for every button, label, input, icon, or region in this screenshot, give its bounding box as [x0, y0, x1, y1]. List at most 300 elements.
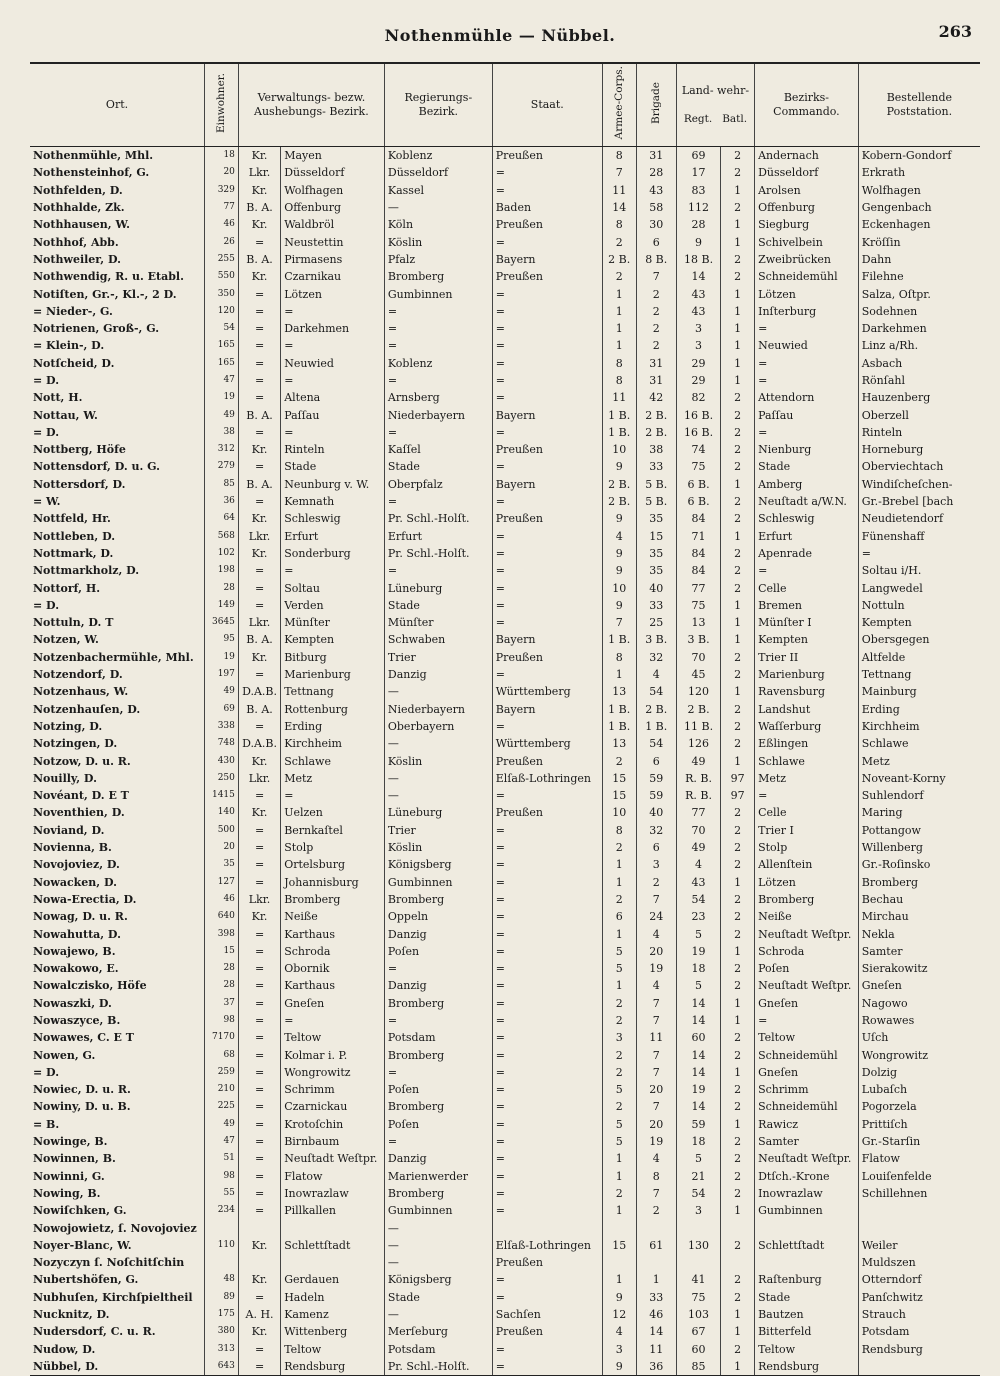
cell-ort: = Klein-, D.: [33, 339, 105, 353]
cell-staat: Württemberg: [492, 735, 602, 752]
cell-regt: 84: [676, 545, 720, 562]
cell-brigade: 30: [636, 216, 676, 233]
cell-brigade: 32: [636, 822, 676, 839]
cell-batl: 2: [721, 718, 755, 735]
cell-armee: 1: [602, 1150, 636, 1167]
cell-kommando: Münſter I: [755, 614, 859, 631]
cell-regierung: —: [384, 1254, 492, 1271]
cell-brigade: 7: [636, 1185, 676, 1202]
cell-regierung: Oppeln: [384, 908, 492, 925]
cell-regt: 43: [676, 285, 720, 302]
table-row: [30, 683, 980, 700]
cell-einwohner: 85: [205, 476, 239, 493]
cell-staat: =: [492, 562, 602, 579]
cell-post: Hauzenberg: [858, 389, 980, 406]
cell-staat: =: [492, 787, 602, 804]
cell-verwaltung-bezirk: Kamenz: [281, 1306, 385, 1323]
cell-verwaltung-bezirk: Neiße: [281, 908, 385, 925]
cell-verwaltung-kind: =: [238, 666, 280, 683]
cell-regt: 14: [676, 268, 720, 285]
cell-batl: 1: [721, 372, 755, 389]
cell-regt: 11 B.: [676, 718, 720, 735]
cell-regierung: Düsseldorf: [384, 164, 492, 181]
cell-regt: 120: [676, 683, 720, 700]
cell-kommando: Apenrade: [755, 545, 859, 562]
cell-armee: 4: [602, 1323, 636, 1340]
cell-regierung: Potsdam: [384, 1029, 492, 1046]
cell-brigade: 7: [636, 1046, 676, 1063]
table-row: [30, 856, 980, 873]
cell-post: Windiſcheſchen-: [858, 476, 980, 493]
table-row: [30, 147, 980, 165]
cell-ort: Notzow, D. u. R.: [33, 754, 131, 768]
header-ort: Ort.: [30, 63, 205, 147]
table-row: [30, 873, 980, 890]
cell-verwaltung-kind: =: [238, 579, 280, 596]
cell-batl: [721, 1254, 755, 1271]
cell-post: Pottangow: [858, 822, 980, 839]
cell-staat: Bayern: [492, 631, 602, 648]
cell-armee: 15: [602, 787, 636, 804]
cell-regierung: Danzig: [384, 977, 492, 994]
cell-ort: Noviand, D.: [33, 823, 105, 837]
gazetteer-table: [30, 62, 980, 1376]
cell-post: =: [858, 545, 980, 562]
table-row: [30, 1012, 980, 1029]
cell-verwaltung-kind: Lkr.: [238, 164, 280, 181]
header-einwohner: Einwohner.: [205, 63, 239, 147]
cell-batl: 2: [721, 1237, 755, 1254]
cell-ort: Notzenhaus, W.: [33, 685, 129, 699]
table-row: [30, 458, 980, 475]
cell-staat: =: [492, 908, 602, 925]
cell-verwaltung-kind: =: [238, 493, 280, 510]
cell-staat: Preußen: [492, 804, 602, 821]
cell-post: Flatow: [858, 1150, 980, 1167]
cell-brigade: 15: [636, 528, 676, 545]
cell-post: Suhlendorf: [858, 787, 980, 804]
cell-einwohner: 380: [205, 1323, 239, 1340]
cell-kommando: Bremen: [755, 597, 859, 614]
cell-verwaltung-kind: Kr.: [238, 510, 280, 527]
cell-ort: Nowaszki, D.: [33, 996, 112, 1010]
header-staat: Staat.: [492, 63, 602, 147]
cell-regt: 2 B.: [676, 701, 720, 718]
cell-regierung: Arnsberg: [384, 389, 492, 406]
cell-verwaltung-kind: =: [238, 337, 280, 354]
cell-armee: 1 B.: [602, 701, 636, 718]
cell-verwaltung-bezirk: Teltow: [281, 1340, 385, 1357]
cell-brigade: 7: [636, 268, 676, 285]
cell-einwohner: 329: [205, 182, 239, 199]
cell-regierung: Pr. Schl.-Holſt.: [384, 1358, 492, 1376]
cell-post: Kröſſin: [858, 233, 980, 250]
cell-kommando: Neuſtadt a/W.N.: [755, 493, 859, 510]
cell-batl: 1: [721, 631, 755, 648]
cell-armee: 2 B.: [602, 476, 636, 493]
cell-ort: Notzingen, D.: [33, 737, 118, 751]
cell-armee: 2 B.: [602, 251, 636, 268]
cell-staat: =: [492, 1202, 602, 1219]
table-row: [30, 891, 980, 908]
table-row: [30, 1150, 980, 1167]
cell-verwaltung-bezirk: Obornik: [281, 960, 385, 977]
cell-ort: Nowinge, B.: [33, 1135, 108, 1149]
cell-einwohner: 68: [205, 1046, 239, 1063]
cell-armee: 2: [602, 1098, 636, 1115]
cell-kommando: Paſſau: [755, 406, 859, 423]
cell-verwaltung-bezirk: =: [281, 424, 385, 441]
cell-verwaltung-bezirk: Uelzen: [281, 804, 385, 821]
cell-einwohner: 47: [205, 372, 239, 389]
cell-armee: 2: [602, 995, 636, 1012]
cell-post: [858, 1219, 980, 1236]
cell-verwaltung-kind: =: [238, 424, 280, 441]
cell-batl: 2: [721, 977, 755, 994]
cell-verwaltung-bezirk: Teltow: [281, 1029, 385, 1046]
cell-regierung: =: [384, 1012, 492, 1029]
cell-armee: 1: [602, 856, 636, 873]
table-row: [30, 960, 980, 977]
cell-staat: =: [492, 614, 602, 631]
cell-staat: =: [492, 337, 602, 354]
table-row: [30, 493, 980, 510]
cell-regt: 54: [676, 891, 720, 908]
cell-staat: =: [492, 1116, 602, 1133]
cell-kommando: Inowrazlaw: [755, 1185, 859, 1202]
cell-regt: 19: [676, 943, 720, 960]
cell-regt: 14: [676, 1046, 720, 1063]
cell-kommando: Gneſen: [755, 1064, 859, 1081]
cell-regierung: Königsberg: [384, 1271, 492, 1288]
cell-einwohner: 77: [205, 199, 239, 216]
cell-staat: =: [492, 1012, 602, 1029]
cell-regt: 70: [676, 822, 720, 839]
cell-batl: 2: [721, 960, 755, 977]
cell-staat: =: [492, 1029, 602, 1046]
cell-regt: 43: [676, 873, 720, 890]
cell-regt: 3: [676, 1202, 720, 1219]
cell-batl: 1: [721, 1116, 755, 1133]
cell-staat: =: [492, 355, 602, 372]
cell-verwaltung-kind: =: [238, 1168, 280, 1185]
cell-verwaltung-bezirk: Wolfhagen: [281, 182, 385, 199]
cell-regierung: Erfurt: [384, 528, 492, 545]
table-row: [30, 977, 980, 994]
cell-ort: Notzenbachermühle, Mhl.: [33, 650, 194, 664]
cell-brigade: 28: [636, 164, 676, 181]
cell-brigade: 1: [636, 1271, 676, 1288]
cell-brigade: 5 B.: [636, 476, 676, 493]
cell-brigade: 19: [636, 960, 676, 977]
table-row: [30, 441, 980, 458]
table-row: [30, 1029, 980, 1046]
cell-staat: =: [492, 1289, 602, 1306]
table-row: [30, 1081, 980, 1098]
cell-post: Maring: [858, 804, 980, 821]
cell-regt: 43: [676, 303, 720, 320]
cell-armee: 6: [602, 908, 636, 925]
cell-verwaltung-kind: Kr.: [238, 182, 280, 199]
cell-batl: 1: [721, 995, 755, 1012]
cell-staat: =: [492, 285, 602, 302]
cell-einwohner: 1415: [205, 787, 239, 804]
cell-brigade: [636, 1254, 676, 1271]
cell-verwaltung-kind: D.A.B.: [238, 735, 280, 752]
cell-verwaltung-kind: =: [238, 856, 280, 873]
cell-ort: Notzen, W.: [33, 633, 99, 647]
cell-brigade: 6: [636, 752, 676, 769]
table-row: [30, 735, 980, 752]
cell-post: Willenberg: [858, 839, 980, 856]
cell-ort: Novojoviez, D.: [33, 858, 120, 872]
cell-regierung: Stade: [384, 597, 492, 614]
cell-verwaltung-kind: Kr.: [238, 216, 280, 233]
cell-kommando: =: [755, 1012, 859, 1029]
cell-verwaltung-kind: Kr.: [238, 649, 280, 666]
cell-kommando: Lötzen: [755, 285, 859, 302]
cell-armee: 11: [602, 389, 636, 406]
cell-verwaltung-kind: =: [238, 977, 280, 994]
cell-armee: 10: [602, 441, 636, 458]
cell-staat: =: [492, 666, 602, 683]
cell-kommando: Waſſerburg: [755, 718, 859, 735]
cell-brigade: 6: [636, 233, 676, 250]
cell-ort: = W.: [33, 495, 61, 509]
cell-staat: =: [492, 822, 602, 839]
cell-staat: =: [492, 320, 602, 337]
cell-staat: =: [492, 839, 602, 856]
cell-batl: 1: [721, 1306, 755, 1323]
cell-post: Oberzell: [858, 406, 980, 423]
cell-verwaltung-bezirk: Karthaus: [281, 977, 385, 994]
cell-einwohner: 3645: [205, 614, 239, 631]
cell-post: Sierakowitz: [858, 960, 980, 977]
cell-verwaltung-kind: =: [238, 925, 280, 942]
table-row: [30, 804, 980, 821]
cell-staat: =: [492, 1185, 602, 1202]
cell-einwohner: 338: [205, 718, 239, 735]
cell-post: Schillehnen: [858, 1185, 980, 1202]
header-regt: Regt.: [683, 113, 713, 125]
cell-brigade: 3: [636, 856, 676, 873]
cell-post: Horneburg: [858, 441, 980, 458]
cell-armee: 2: [602, 1185, 636, 1202]
cell-armee: 5: [602, 1116, 636, 1133]
cell-post: Kirchheim: [858, 718, 980, 735]
cell-einwohner: 69: [205, 701, 239, 718]
cell-regt: 75: [676, 458, 720, 475]
cell-verwaltung-kind: A. H.: [238, 1306, 280, 1323]
cell-einwohner: 312: [205, 441, 239, 458]
cell-verwaltung-bezirk: Lötzen: [281, 285, 385, 302]
cell-regierung: Trier: [384, 822, 492, 839]
cell-ort: Nothhof, Abb.: [33, 235, 119, 249]
cell-verwaltung-kind: Kr.: [238, 908, 280, 925]
cell-armee: 8: [602, 355, 636, 372]
cell-staat: =: [492, 995, 602, 1012]
cell-batl: 1: [721, 216, 755, 233]
cell-verwaltung-bezirk: Birnbaum: [281, 1133, 385, 1150]
cell-regt: 69: [676, 147, 720, 165]
cell-armee: 1 B.: [602, 631, 636, 648]
table-row: [30, 995, 980, 1012]
cell-ort: Nowiſchken, G.: [33, 1204, 127, 1218]
header-regierung: Regierungs- Bezirk.: [384, 63, 492, 147]
cell-brigade: 4: [636, 977, 676, 994]
cell-verwaltung-bezirk: Schlawe: [281, 752, 385, 769]
cell-post: Fünenshaff: [858, 528, 980, 545]
cell-verwaltung-kind: =: [238, 1340, 280, 1357]
cell-staat: Preußen: [492, 216, 602, 233]
cell-regt: 18: [676, 1133, 720, 1150]
cell-staat: Bayern: [492, 406, 602, 423]
cell-ort: Nottorf, H.: [33, 581, 101, 595]
cell-regt: 9: [676, 233, 720, 250]
cell-batl: 2: [721, 649, 755, 666]
cell-kommando: Schneidemühl: [755, 1098, 859, 1115]
cell-brigade: 2 B.: [636, 406, 676, 423]
cell-kommando: Inſterburg: [755, 303, 859, 320]
cell-armee: 8: [602, 822, 636, 839]
table-row: [30, 1185, 980, 1202]
cell-post: Bechau: [858, 891, 980, 908]
cell-regt: 5: [676, 1150, 720, 1167]
cell-regierung: —: [384, 1219, 492, 1236]
cell-brigade: 1 B.: [636, 718, 676, 735]
cell-armee: 1: [602, 303, 636, 320]
cell-ort: Nottberg, Höfe: [33, 443, 126, 457]
cell-batl: 2: [721, 735, 755, 752]
cell-einwohner: 89: [205, 1289, 239, 1306]
cell-regierung: Niederbayern: [384, 701, 492, 718]
cell-verwaltung-kind: B. A.: [238, 476, 280, 493]
cell-ort: Notſcheid, D.: [33, 356, 115, 370]
cell-ort: Nottensdorf, D. u. G.: [33, 460, 161, 474]
cell-brigade: 2: [636, 873, 676, 890]
cell-verwaltung-bezirk: Schrimm: [281, 1081, 385, 1098]
cell-staat: =: [492, 1150, 602, 1167]
cell-ort: Nowojowietz, ſ. Novojoviez: [33, 1221, 197, 1235]
cell-batl: 2: [721, 856, 755, 873]
cell-brigade: 2 B.: [636, 701, 676, 718]
cell-post: Nagowo: [858, 995, 980, 1012]
cell-post: Gr.-Starſin: [858, 1133, 980, 1150]
cell-verwaltung-bezirk: Marienburg: [281, 666, 385, 683]
cell-armee: 1: [602, 1202, 636, 1219]
cell-post: Oberviechtach: [858, 458, 980, 475]
cell-verwaltung-kind: =: [238, 320, 280, 337]
cell-kommando: Samter: [755, 1133, 859, 1150]
cell-verwaltung-kind: Kr.: [238, 1271, 280, 1288]
table-body: [30, 147, 980, 1376]
cell-staat: Baden: [492, 199, 602, 216]
table-row: [30, 199, 980, 216]
cell-verwaltung-bezirk: Münſter: [281, 614, 385, 631]
cell-post: Erding: [858, 701, 980, 718]
cell-post: Dolzig: [858, 1064, 980, 1081]
cell-armee: 12: [602, 1306, 636, 1323]
cell-regt: 130: [676, 1237, 720, 1254]
cell-staat: =: [492, 1271, 602, 1288]
cell-post: Mainburg: [858, 683, 980, 700]
cell-staat: Sachſen: [492, 1306, 602, 1323]
cell-post: Neudietendorf: [858, 510, 980, 527]
cell-brigade: 59: [636, 787, 676, 804]
cell-verwaltung-kind: =: [238, 1098, 280, 1115]
cell-einwohner: 98: [205, 1012, 239, 1029]
cell-ort: Nubhuſen, Kirchſpieltheil: [33, 1290, 193, 1304]
cell-kommando: Neuwied: [755, 337, 859, 354]
cell-verwaltung-kind: D.A.B.: [238, 683, 280, 700]
cell-einwohner: 234: [205, 1202, 239, 1219]
cell-ort: Nowing, B.: [33, 1186, 101, 1200]
cell-batl: 2: [721, 1133, 755, 1150]
cell-verwaltung-kind: Lkr.: [238, 770, 280, 787]
cell-batl: 2: [721, 891, 755, 908]
cell-post: Nottuln: [858, 597, 980, 614]
cell-regt: 71: [676, 528, 720, 545]
cell-batl: 1: [721, 614, 755, 631]
cell-verwaltung-bezirk: Inowrazlaw: [281, 1185, 385, 1202]
cell-staat: =: [492, 579, 602, 596]
cell-regierung: Lüneburg: [384, 579, 492, 596]
cell-kommando: Stade: [755, 1289, 859, 1306]
cell-verwaltung-bezirk: Pirmasens: [281, 251, 385, 268]
cell-verwaltung-bezirk: Bernkaſtel: [281, 822, 385, 839]
cell-ort: Nowalczisko, Höfe: [33, 979, 147, 993]
cell-verwaltung-bezirk: Stade: [281, 458, 385, 475]
cell-regierung: =: [384, 1064, 492, 1081]
cell-brigade: 20: [636, 1116, 676, 1133]
cell-einwohner: 350: [205, 285, 239, 302]
cell-verwaltung-bezirk: Verden: [281, 597, 385, 614]
cell-post: Erkrath: [858, 164, 980, 181]
cell-kommando: Rendsburg: [755, 1358, 859, 1376]
table-row: [30, 701, 980, 718]
cell-regt: 59: [676, 1116, 720, 1133]
cell-armee: 3: [602, 1340, 636, 1357]
cell-regt: 77: [676, 579, 720, 596]
cell-post: Gengenbach: [858, 199, 980, 216]
cell-einwohner: 19: [205, 389, 239, 406]
cell-regierung: —: [384, 199, 492, 216]
cell-staat: =: [492, 493, 602, 510]
cell-verwaltung-kind: =: [238, 389, 280, 406]
cell-einwohner: 430: [205, 752, 239, 769]
cell-staat: =: [492, 1340, 602, 1357]
cell-armee: 8: [602, 372, 636, 389]
cell-regt: 103: [676, 1306, 720, 1323]
cell-armee: 9: [602, 1358, 636, 1376]
cell-armee: 7: [602, 614, 636, 631]
cell-regierung: —: [384, 770, 492, 787]
table-row: [30, 1219, 980, 1236]
cell-einwohner: 55: [205, 1185, 239, 1202]
cell-staat: =: [492, 372, 602, 389]
cell-einwohner: 49: [205, 406, 239, 423]
table-row: [30, 787, 980, 804]
cell-regierung: Danzig: [384, 1150, 492, 1167]
cell-regierung: =: [384, 562, 492, 579]
table-row: [30, 770, 980, 787]
cell-regierung: Bromberg: [384, 891, 492, 908]
cell-kommando: Stolp: [755, 839, 859, 856]
cell-staat: Preußen: [492, 649, 602, 666]
cell-brigade: 4: [636, 925, 676, 942]
cell-armee: 2: [602, 1012, 636, 1029]
cell-ort: = B.: [33, 1117, 60, 1131]
